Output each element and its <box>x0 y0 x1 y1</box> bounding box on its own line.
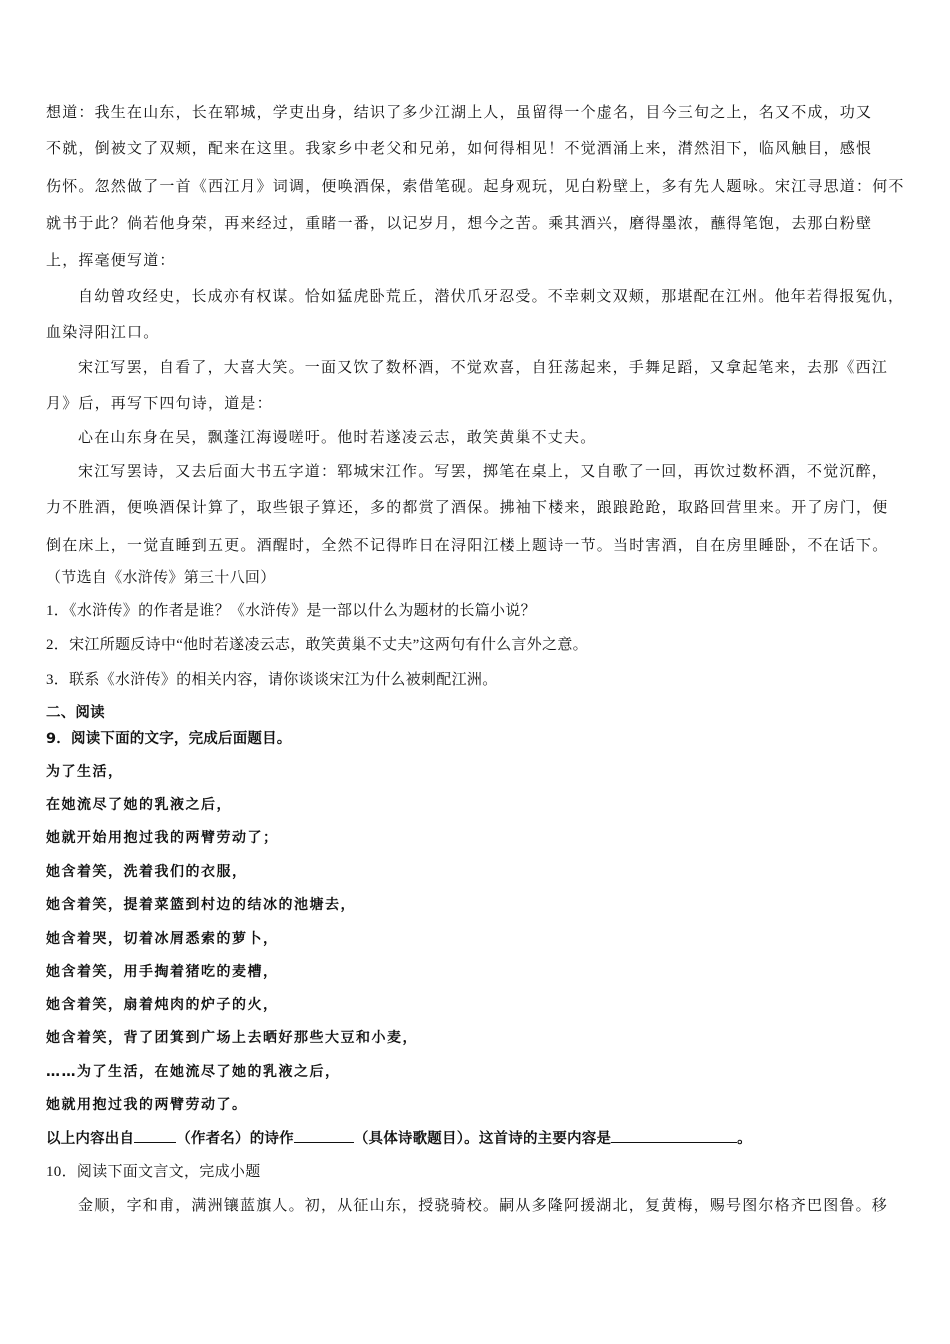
passage-line: 宋江写罢诗，又去后面大书五字道：郓城宋江作。写罢，掷笔在桌上，又自歌了一回，再饮过数杯酒，不觉沉醉， <box>78 462 889 480</box>
passage-line: 倒在床上，一觉直睡到五更。酒醒时，全然不记得昨日在浔阳江楼上题诗一节。当时害酒，自在房里睡卧，不在话下。 <box>46 536 889 554</box>
poem-line: 她含着笑，提着菜篮到村边的结冰的池塘去， <box>46 897 356 913</box>
question-10-title: 10．阅读下面文言文，完成小题 <box>46 1164 261 1180</box>
passage-line: 月》后，再写下四句诗，道是： <box>46 394 273 412</box>
fill-text-4: 。 <box>737 1131 752 1147</box>
fill-in-question <box>46 1128 908 1149</box>
poem-line: 她含着哭，切着冰屑悉索的萝卜， <box>46 931 279 947</box>
question-2: 2．宋江所题反诗中“他时若遂凌云志，敢笑黄巢不丈夫”这两句有什么言外之意。 <box>46 637 588 653</box>
poem-line: 她含着笑，用手掏着猪吃的麦槽， <box>46 964 279 980</box>
passage-line: 上，挥毫便写道： <box>46 251 176 269</box>
question-3: 3．联系《水浒传》的相关内容，请你谈谈宋江为什么被刺配江洲。 <box>46 672 498 688</box>
poem-line: 她就用抱过我的两臂劳动了。 <box>46 1097 248 1113</box>
author-blank[interactable] <box>134 1128 176 1143</box>
fill-text-2: （作者名）的诗作 <box>176 1131 294 1147</box>
passage-line: 力不胜酒，便唤酒保计算了，取些银子算还，多的都赏了酒保。拂袖下楼来，踉踉跄跄，取路回营里来。开了房门，便 <box>46 498 889 516</box>
poem-line: 她含着笑，洗着我们的衣服， <box>46 864 248 880</box>
section-heading: 二、阅读 <box>46 705 105 721</box>
content-blank[interactable] <box>611 1128 737 1143</box>
passage-line: 宋江写罢，自看了，大喜大笑。一面又饮了数杯酒，不觉欢喜，自狂荡起来，手舞足蹈，又拿起笔来，去那《西江 <box>78 358 889 376</box>
passage-line: 伤怀。忽然做了一首《西江月》词调，便唤酒保，索借笔砚。起身观玩，见白粉壁上，多有先人题咏。宋江寻思道：何不 <box>46 177 905 195</box>
ci-poem-line: 血染浔阳江口。 <box>46 323 160 341</box>
passage-line: 想道：我生在山东，长在郓城，学吏出身，结识了多少江湖上人，虽留得一个虚名，目今三旬之上，名又不成，功又 <box>46 103 873 121</box>
question-9-title: 9．阅读下面的文字，完成后面题目。 <box>46 731 292 747</box>
poem-line: 她就开始用抱过我的两臂劳动了； <box>46 830 279 846</box>
poem-line: 她含着笑，背了团箕到广场上去晒好那些大豆和小麦， <box>46 1030 418 1046</box>
poem-line: ……为了生活，在她流尽了她的乳液之后， <box>46 1064 341 1080</box>
fill-text-1: 以上内容出自 <box>46 1131 135 1147</box>
passage-source: （节选自《水浒传》第三十八回） <box>46 570 276 586</box>
poem-line: 她含着笑，扇着炖肉的炉子的火， <box>46 997 279 1013</box>
passage-line: 就书于此？倘若他身荣，再来经过，重睹一番，以记岁月，想今之苦。乘其酒兴，磨得墨浓，蘸得笔饱，去那白粉壁 <box>46 214 873 232</box>
passage-line: 金顺，字和甫，满洲镶蓝旗人。初，从征山东，授骁骑校。嗣从多隆阿援湖北，复黄梅，赐号图尔格齐巴图鲁。移 <box>78 1196 889 1214</box>
fill-text-3: （具体诗歌题目）。这首诗的主要内容是 <box>353 1131 612 1147</box>
title-blank[interactable] <box>294 1128 354 1143</box>
question-1: 1．《水浒传》的作者是谁？《水浒传》是一部以什么为题材的长篇小说？ <box>46 603 536 619</box>
shi-poem: 心在山东身在吴，飘蓬江海谩嗟吁。他时若遂凌云志，敢笑黄巢不丈夫。 <box>78 428 597 446</box>
ci-poem-line: 自幼曾攻经史，长成亦有权谋。恰如猛虎卧荒丘，潜伏爪牙忍受。不幸刺文双颊，那堪配在江州。他年若得报冤仇， <box>78 287 905 305</box>
poem-line: 在她流尽了她的乳液之后， <box>46 797 232 813</box>
poem-line: 为了生活， <box>46 764 124 780</box>
passage-line: 不就，倒被文了双颊，配来在这里。我家乡中老父和兄弟，如何得相见！不觉酒涌上来，潸然泪下，临风触目，感恨 <box>46 139 873 157</box>
